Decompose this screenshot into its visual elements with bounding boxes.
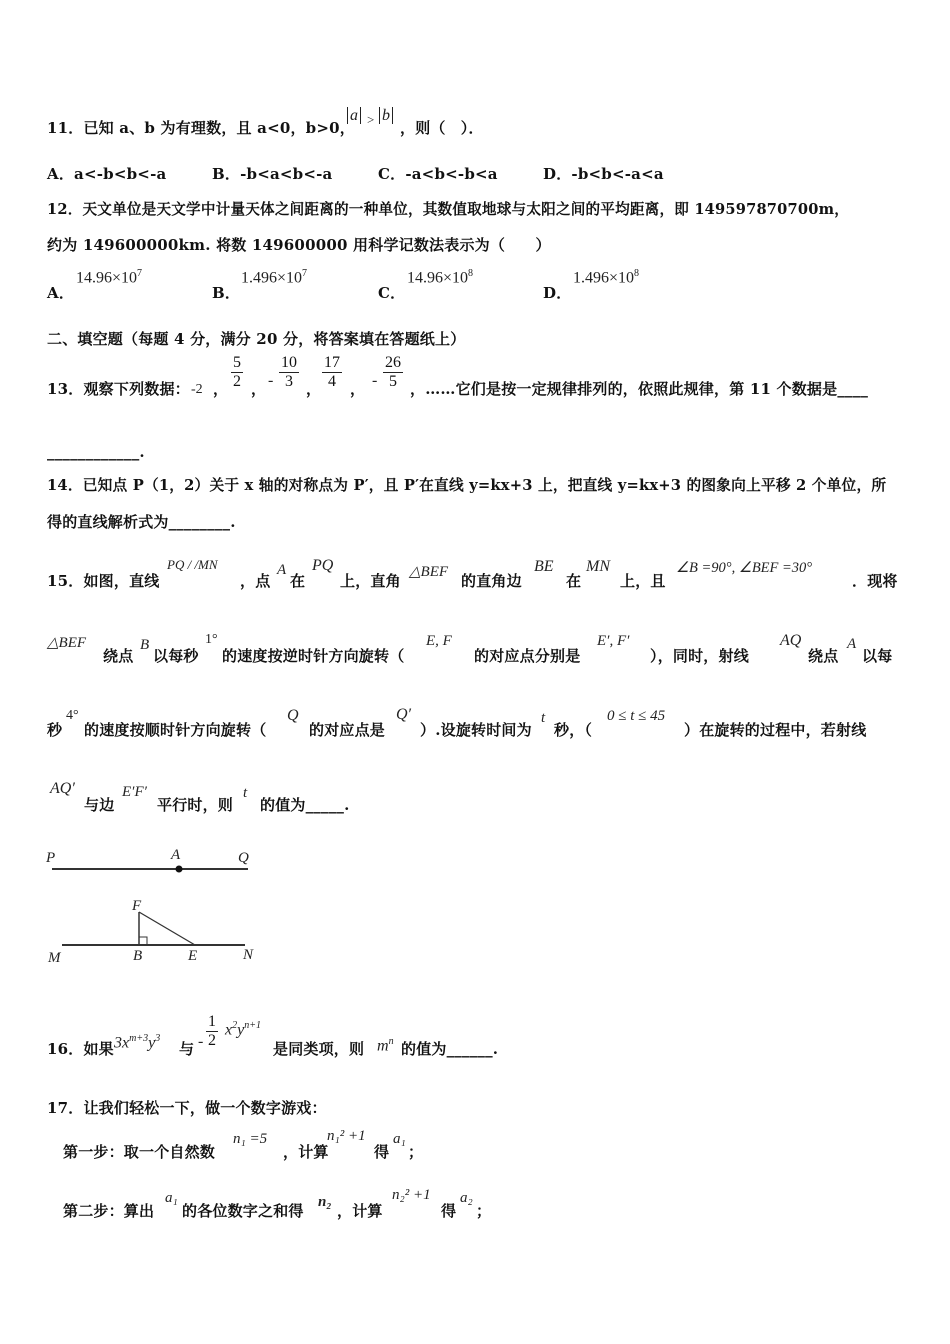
q17-step2-t2: ，计算 xyxy=(337,1202,383,1220)
q13-frac-4: 26 5 xyxy=(385,354,401,390)
q16-tail: 的值为______. xyxy=(401,1040,499,1058)
q15-l1-t6: 上，且 xyxy=(620,572,666,590)
section-2-heading: 二、填空题（每题 4 分，满分 20 分，将答案填在答题纸上） xyxy=(47,330,466,348)
q15-l1-m3: △BEF xyxy=(409,564,449,580)
q11-option-d: D．-b<b<-a<a xyxy=(543,165,664,183)
q13-sep-3: ， xyxy=(306,380,322,398)
q13-sep-2: ， xyxy=(251,380,267,398)
q14-line2: 得的直线解析式为________. xyxy=(47,513,236,531)
q15-l4-m2: t xyxy=(243,785,248,801)
q15-l3-m1: Q xyxy=(287,707,299,724)
q16-mn: $m^n$ xyxy=(377,1036,394,1055)
q15-l3-t0: 秒 xyxy=(47,721,63,739)
q11-gt: > xyxy=(367,112,375,127)
right-angle-mark xyxy=(139,937,147,945)
q15-l3-m4: 0 ≤ t ≤ 45 xyxy=(607,708,666,724)
q17-step1-m1: n₁² +1 xyxy=(327,1128,366,1144)
q11-abs-a: a xyxy=(347,107,361,125)
q17-step2-t3: 得 xyxy=(441,1202,457,1220)
q15-l2-t6: 以每 xyxy=(862,647,893,665)
label-p: P xyxy=(46,850,56,866)
q11-option-c: C．-a<b<-b<a xyxy=(378,165,498,183)
q16-mid: 与 xyxy=(179,1040,195,1058)
q13-minus-1: - xyxy=(268,372,274,389)
q15-l3-m3: t xyxy=(541,710,546,726)
q15-l2-m3: E, F xyxy=(426,633,452,649)
q13-sep-4: ， xyxy=(350,380,366,398)
q13-minus-2: - xyxy=(372,372,378,389)
label-b: B xyxy=(133,948,143,964)
label-m: M xyxy=(48,950,61,966)
q15-l1-t2: 在 xyxy=(290,572,306,590)
q15-l4-t1: 平行时，则 xyxy=(157,796,234,814)
q15-l2-t2: 的速度按逆时针方向旋转（ xyxy=(222,647,405,665)
q17-step2-t0: 第二步：算出 xyxy=(63,1202,155,1220)
q17-line1: 17．让我们轻松一下，做一个数字游戏： xyxy=(47,1099,327,1117)
q11-option-a: A．a<-b<b<-a xyxy=(47,165,167,183)
q16-minus: - xyxy=(198,1033,204,1050)
label-e: E xyxy=(188,948,198,964)
label-a: A xyxy=(171,847,181,863)
q15-l2-m1: B xyxy=(140,637,150,653)
q15-l4-t0: 与边 xyxy=(84,796,115,814)
q11-tail: ，则（ ）． xyxy=(400,119,484,137)
q15-l1-t7: ．现将 xyxy=(852,572,898,590)
q17-step2-m3: a₂ xyxy=(460,1190,473,1206)
q15-l2-t4: ），同时，射线 xyxy=(650,647,749,665)
q12-line2: 约为 149600000km. 将数 149600000 用科学记数法表示为（ ） xyxy=(47,236,551,254)
q15-l1-m2: PQ xyxy=(312,557,334,574)
q15-l3-t1: 的速度按顺时针方向旋转（ xyxy=(84,721,267,739)
q16-term1: $3x^{m+3}y^3$ xyxy=(114,1033,161,1052)
q15-l3-t3: ）.设旋转时间为 xyxy=(420,721,532,739)
q15-l1-m0: PQ / /MN xyxy=(167,557,218,572)
q13-sep-1: ， xyxy=(213,380,229,398)
q16-term2: $x^2y^{n+1}$ xyxy=(225,1020,261,1039)
q15-l2-t1: 以每秒 xyxy=(153,647,199,665)
label-q: Q xyxy=(238,850,249,866)
q11-abs-b: b xyxy=(379,107,393,125)
q12-value-b: $1.496\times 10^7$ xyxy=(241,268,308,287)
q15-l3-t5: ）在旋转的过程中，若射线 xyxy=(684,721,867,739)
q15-l2-m2: 1° xyxy=(205,632,218,647)
q17-step2-t4: ； xyxy=(476,1202,492,1220)
q17-step1-t3: ； xyxy=(408,1143,424,1161)
q15-l1-t5: 在 xyxy=(566,572,582,590)
q15-l3-t4: 秒，（ xyxy=(554,721,593,739)
q14-line1: 14．已知点 P（1，2）关于 x 轴的对称点为 P′，且 P′在直线 y=kx+3 上，把直线 y=kx+3 的图象向上平移 2 个单位，所 xyxy=(47,477,887,494)
q11-option-b: B．-b<a<b<-a xyxy=(212,165,333,183)
q17-step2-t1: 的各位数字之和得 xyxy=(182,1202,304,1220)
q17-step1-t2: 得 xyxy=(374,1143,390,1161)
q15-l3-m0: 4° xyxy=(66,708,79,723)
q15-l4-m1: E′F′ xyxy=(122,784,147,800)
q17-step1-m0: n₁ =5 xyxy=(233,1131,268,1147)
q15-l1-t0: 15．如图，直线 xyxy=(47,572,160,590)
q15-l2-t3: 的对应点分别是 xyxy=(474,647,581,665)
q15-l4-m0: AQ′ xyxy=(50,780,75,797)
q15-l2-t5: 绕点 xyxy=(808,647,839,665)
q12-value-c: $14.96\times 10^8$ xyxy=(407,268,474,287)
q13-tail: ，……它们是按一定规律排列的，依照此规律，第 11 个数据是____ xyxy=(410,380,869,398)
q17-step1-t1: ，计算 xyxy=(283,1143,329,1161)
q15-l2-m0: △BEF xyxy=(47,635,87,651)
q15-l1-m1: A xyxy=(277,562,287,578)
q15-l1-t4: 的直角边 xyxy=(461,572,522,590)
q13-lead: 13．观察下列数据： xyxy=(47,380,190,398)
q12-label-d: D． xyxy=(543,284,572,302)
q15-l2-m5: AQ xyxy=(780,632,802,649)
q13-frac-2: 10 3 xyxy=(281,354,297,390)
q15-l1-m5: MN xyxy=(586,558,610,575)
q17-step1-m2: a₁ xyxy=(393,1131,406,1147)
q15-l4-t2: 的值为_____. xyxy=(260,796,350,814)
q17-step2-m2: n₂² +1 xyxy=(392,1187,431,1203)
q13-frac-3: 17 4 xyxy=(324,354,340,390)
q15-l1-m6: ∠B =90°, ∠BEF =30° xyxy=(676,560,813,576)
q13-first: -2 xyxy=(191,382,203,397)
q15-l1-t1: ，点 xyxy=(240,572,271,590)
q17-step2-m0: a₁ xyxy=(165,1190,178,1206)
q12-label-c: C． xyxy=(378,284,406,302)
q12-line1: 12．天文单位是天文学中计量天体之间距离的一种单位，其数值取地球与太阳之间的平均距离，即 149597870700m， xyxy=(47,201,850,218)
q15-geometry-figure xyxy=(40,840,270,970)
q16-after: 是同类项，则 xyxy=(273,1040,365,1058)
q15-l3-t2: 的对应点是 xyxy=(309,721,386,739)
q15-l2-t0: 绕点 xyxy=(103,647,134,665)
label-f: F xyxy=(132,898,142,914)
q12-value-d: $1.496\times 10^8$ xyxy=(573,268,640,287)
q12-label-a: A． xyxy=(47,284,75,302)
label-n: N xyxy=(243,947,254,963)
point-a-dot xyxy=(176,866,183,873)
q16-lead: 16．如果 xyxy=(47,1040,114,1058)
q15-l1-t3: 上，直角 xyxy=(340,572,401,590)
q13-frac-1: 5 2 xyxy=(233,354,241,390)
q15-l3-m2: Q′ xyxy=(396,706,412,723)
q15-l1-m4: BE xyxy=(534,558,554,575)
q12-value-a: $14.96\times 10^7$ xyxy=(76,268,143,287)
q15-l2-m4: E′, F′ xyxy=(597,633,630,649)
q17-step1-t0: 第一步：取一个自然数 xyxy=(63,1143,216,1161)
q17-step2-m1: n₂ xyxy=(318,1194,332,1210)
q12-label-b: B． xyxy=(212,284,241,302)
q15-l2-m6: A xyxy=(847,636,857,652)
q13-blank-2: ____________. xyxy=(47,443,145,461)
q11-stem: 11．已知 a、b 为有理数，且 a<0，b>0， xyxy=(47,119,355,137)
q16-fraction: 1 2 xyxy=(208,1013,216,1049)
